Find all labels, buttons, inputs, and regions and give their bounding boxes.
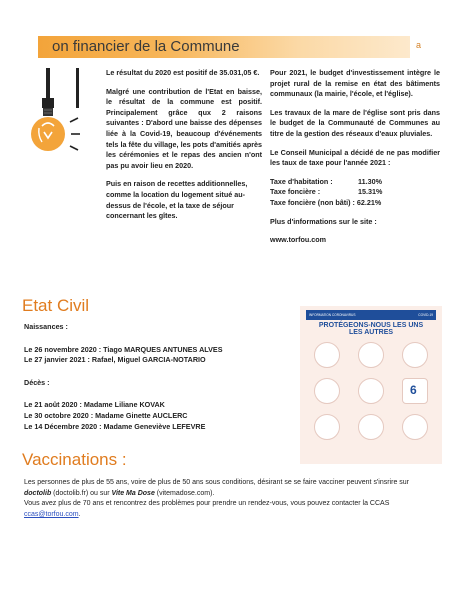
doctolib-text: doctolib: [24, 489, 52, 497]
vaccination-line-1: Les personnes de plus de 55 ans, voire de plus de 50 ans sous conditions, désirant se se faire vacciner peuvent s'insrire sur: [24, 479, 410, 486]
ccas-email-link[interactable]: ccas@torfou.com: [24, 510, 79, 518]
page-title: on financier de la Commune: [52, 38, 240, 55]
deces-item: Le 21 août 2020 : Madame Liliane KOVAK: [24, 400, 165, 410]
email-suffix: .: [78, 510, 81, 518]
vitemadose-text: Vite Ma Dose: [111, 489, 155, 497]
tissue-icon: [402, 342, 428, 368]
deces-item: Le 30 octobre 2020 : Madame Ginette AUCLERC: [24, 410, 188, 420]
tax-row: Taxe foncière : 15.31%: [270, 187, 383, 197]
lightbulb-icon: [30, 62, 102, 162]
vaccinations-title: Vaccinations :: [22, 450, 127, 469]
finance-left-column: [106, 68, 262, 230]
elbow-cough-icon: [358, 342, 384, 368]
naissance-item: Le 26 novembre 2020 : Tiago MARQUES ANTUNES ALVES: [24, 344, 223, 354]
vaccination-line-2: [24, 489, 450, 500]
tax-row: Taxe d'habitation : 11.30%: [270, 176, 382, 186]
ventilation-icon: [358, 414, 384, 440]
handwash-icon: [314, 342, 340, 368]
doctolib-url-text: (doctolib.fr) ou sur: [51, 489, 112, 497]
vaccination-line-4: [24, 510, 450, 521]
etat-civil-section: [24, 322, 294, 432]
finance-right-column: [270, 68, 440, 246]
etat-civil-title: Etat Civil: [22, 296, 90, 315]
vaccinations-text: [24, 478, 450, 520]
no-handshake-icon: [314, 414, 340, 440]
vitemadose-url-text: (vitemadose.com).: [154, 489, 215, 497]
tax-row: Taxe foncière (non bâti) : 62.21%: [270, 197, 382, 207]
covid-poster: [300, 306, 442, 464]
taux-paragraph: Le Conseil Municipal a décidé de ne pas modifier les taux de taxe pour l'année 2021 :: [270, 147, 440, 168]
vaccination-line-3: Vous avez plus de 70 ans et rencontrez des problèmes pour prendre un rendez-vous, vous pouvez contacter la CCAS: [24, 500, 390, 507]
poster-header: [306, 310, 436, 320]
result-paragraph: Le résultat du 2020 est positif de 35.031,05 €.: [106, 68, 260, 77]
deces-item: Le 14 Décembre 2020 : Madame Geneviève LEFEVRE: [24, 421, 206, 431]
page-letter: a: [416, 40, 422, 50]
budget-paragraph: Pour 2021, le budget d'investissement intègre le projet rural de la remise en état des bâtiments communaux (la mairie, l'école, et l'église).: [270, 68, 440, 99]
contribution-paragraph: Malgré une contribution de l'Etat en baisse, le résultat de la commune est positif. Principalement grâce qux 2 raisons suivantes : D'abord une baisse des dépenses liée à la Covid-19, beaucoup d'événements tels la fête du village, les pots d'amitiés après les cérémonies et le repas des ancien n'ont pas pu avoir lieu en 2020.: [106, 86, 262, 170]
naissances-label: Naissances :: [24, 322, 68, 331]
mare-paragraph: Les travaux de la mare de l'église sont pris dans le budget de la Communauté de Communes au titre de la gestion des réseaux d'eaux pluviales.: [270, 107, 440, 138]
poster-header-right: COVID-19: [418, 313, 433, 317]
poster-header-left: INFORMATION CORONAVIRUS: [309, 313, 356, 317]
more-info-text: Plus d'informations sur le site :: [270, 216, 377, 226]
website-link[interactable]: www.torfou.com: [270, 235, 327, 245]
distance-icon: [358, 378, 384, 404]
poster-title: PROTÉGEONS-NOUS LES UNS LES AUTRES: [318, 322, 424, 336]
phone-app-icon: [402, 414, 428, 440]
six-people-icon: 6: [402, 378, 428, 404]
recettes-paragraph: Puis en raison de recettes additionnelles, comme la location du logement situé au-dessus de l'école, et la taxe de séjour concernant les gîtes.: [106, 179, 248, 221]
naissance-item: Le 27 janvier 2021 : Rafael, Miguel GARCIA-NOTARIO: [24, 355, 206, 365]
deces-label: Décès :: [24, 377, 50, 387]
mask-icon: [314, 378, 340, 404]
